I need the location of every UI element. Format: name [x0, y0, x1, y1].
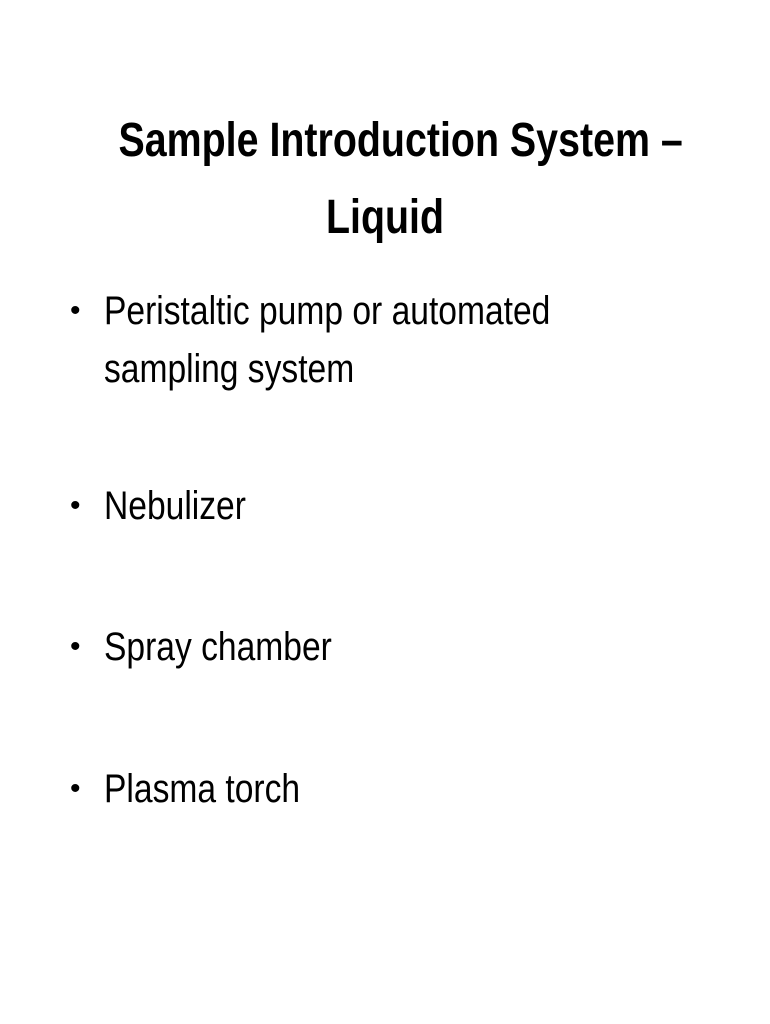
bullet-icon: •: [70, 489, 81, 522]
bullet-item: [70, 618, 740, 676]
bullet-icon: •: [70, 772, 81, 805]
bullet-item: [70, 282, 740, 398]
bullet-text: Peristaltic pump or automated sampling system: [104, 289, 551, 391]
bullet-icon: •: [70, 630, 81, 663]
bullet-text: Plasma torch: [104, 767, 301, 811]
bullet-text: Spray chamber: [104, 625, 332, 669]
slide-title-line-1: Sample Introduction System –: [118, 114, 683, 167]
slide-title-line-2: Liquid: [325, 190, 445, 244]
bullet-text: Nebulizer: [104, 484, 246, 528]
bullet-icon: •: [70, 294, 81, 327]
slide-title: [118, 103, 683, 257]
bullet-item: [70, 760, 740, 818]
bullet-item: [70, 477, 740, 535]
